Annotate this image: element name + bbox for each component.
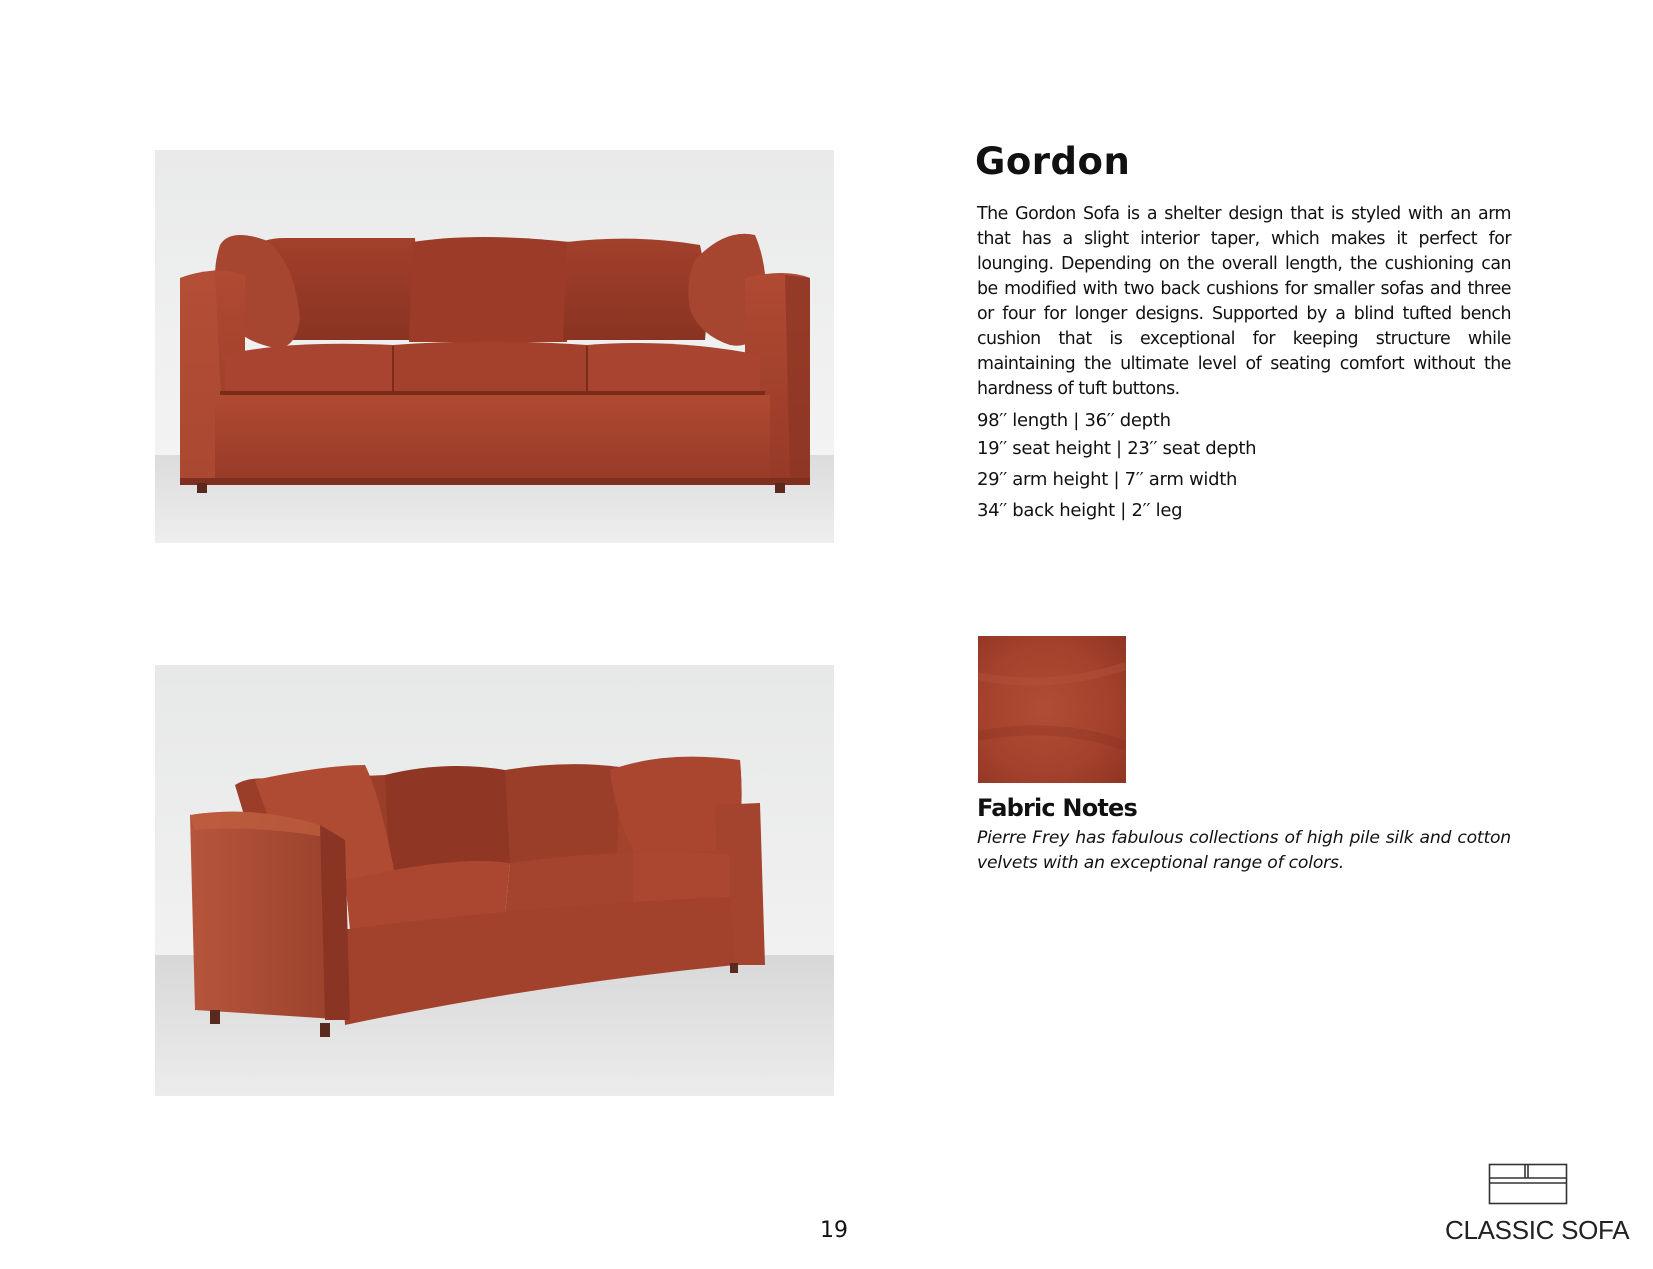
product-description: The Gordon Sofa is a shelter design that is styled with an arm that has a slight interior taper, which makes it perfect for lounging. Depending on the overall length, the cushioning can be modified with two back cushions for smaller sofas and three or four for longer designs. Supported by a blind tufted bench cushion that is exceptional for keeping structure while maintaining the ultimate level of seating comfort without the hardness of tuft buttons.	[977, 204, 1511, 399]
brand-logo-text: CLASSIC SOFA	[1445, 1215, 1630, 1245]
sofa-angled-photo	[155, 665, 834, 1096]
sofa-logo-icon	[1488, 1163, 1568, 1205]
spec-line: 34′′ back height | 2′′ leg	[977, 500, 1183, 521]
product-title: Gordon	[975, 140, 1131, 183]
spec-line: 29′′ arm height | 7′′ arm width	[977, 469, 1238, 490]
fabric-notes-text: Pierre Frey has fabulous collections of high pile silk and cotton velvets with an exceptional range of colors.	[977, 828, 1511, 873]
spec-line: 19′′ seat height | 23′′ seat depth	[977, 438, 1257, 459]
page-number: 19	[820, 1218, 848, 1243]
fabric-swatch	[978, 636, 1126, 783]
sofa-front-photo	[155, 150, 834, 543]
fabric-notes-heading: Fabric Notes	[977, 794, 1138, 822]
spec-line: 98′′ length | 36′′ depth	[977, 410, 1171, 431]
